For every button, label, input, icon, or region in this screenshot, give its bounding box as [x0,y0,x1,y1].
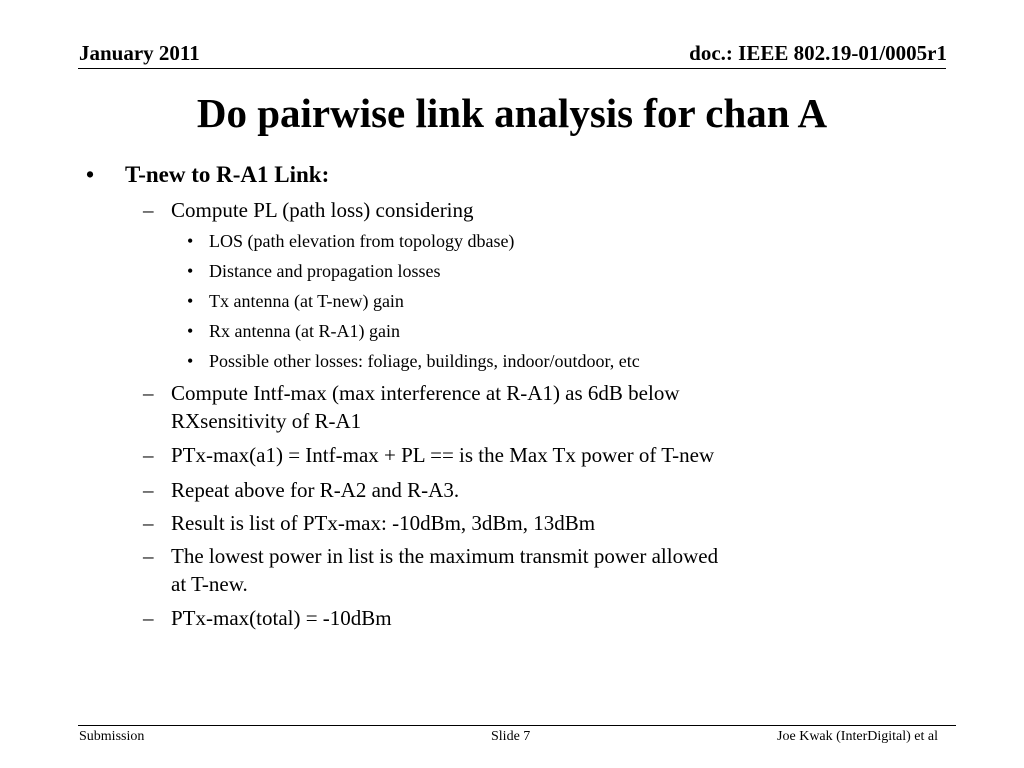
level2-item: Result is list of PTx-max: -10dBm, 3dBm, 13dBm [171,511,596,535]
level2-dash: – [143,606,154,630]
level2-item: Compute PL (path loss) considering [171,198,474,222]
level3-bullet: • [187,321,194,341]
level2-dash: – [143,381,154,405]
level2-item-continuation: at T-new. [171,572,248,596]
level2-dash: – [143,478,154,502]
footer-divider [78,725,956,726]
level3-bullet: • [187,291,194,311]
level2-dash: – [143,198,154,222]
level3-bullet: • [187,231,194,251]
header-doc-id: doc.: IEEE 802.19-01/0005r1 [689,41,947,65]
header-date: January 2011 [79,41,200,65]
level3-item: LOS (path elevation from topology dbase) [209,231,515,251]
level2-dash: – [143,544,154,568]
level1-heading: T-new to R-A1 Link: [125,162,330,187]
level3-bullet: • [187,351,194,371]
slide-title: Do pairwise link analysis for chan A [196,90,828,136]
footer-author: Joe Kwak (InterDigital) et al [777,729,938,744]
level2-dash: – [143,511,154,535]
level1-bullet: • [86,162,95,187]
level2-item: The lowest power in list is the maximum transmit power allowed [171,544,719,568]
level3-bullet: • [187,261,194,281]
level3-item: Tx antenna (at T-new) gain [209,291,404,311]
level2-item: Compute Intf-max (max interference at R-A1) as 6dB below [171,381,680,405]
footer-slide-number: Slide 7 [491,729,531,744]
footer-submission: Submission [79,729,145,744]
level2-item: Repeat above for R-A2 and R-A3. [171,478,460,502]
level3-item: Possible other losses: foliage, buildings, indoor/outdoor, etc [209,351,640,371]
level3-item: Distance and propagation losses [209,261,441,281]
level2-item: PTx-max(total) = -10dBm [171,606,392,630]
level2-item-continuation: RXsensitivity of R-A1 [171,409,362,433]
level2-item: PTx-max(a1) = Intf-max + PL == is the Max Tx power of T-new [171,443,715,467]
level3-item: Rx antenna (at R-A1) gain [209,321,400,341]
level2-dash: – [143,443,154,467]
